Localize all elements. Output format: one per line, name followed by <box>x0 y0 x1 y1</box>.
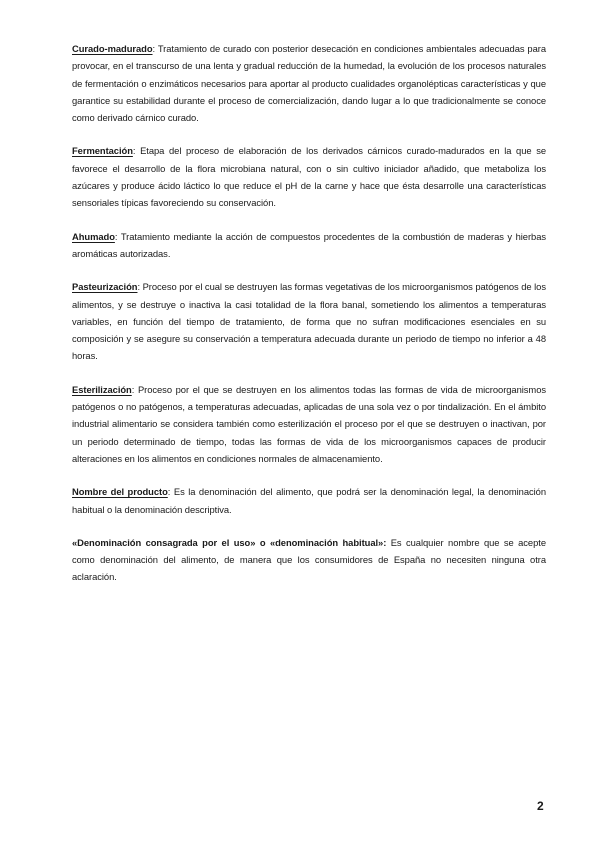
term-curado-madurado: Curado-madurado <box>72 43 153 54</box>
definition-text: Es la denominación del alimento, que podrá ser la denominación legal, la denominación habitual o la denominación descriptiva. <box>72 486 546 515</box>
term-fermentacion: Fermentación <box>72 145 133 157</box>
term-pasteurizacion: Pasteurización <box>72 281 138 293</box>
term-separator: : <box>131 383 135 395</box>
term-esterilizacion: Esterilización <box>72 383 132 395</box>
term-separator: : <box>167 486 171 498</box>
definition-denominacion-habitual <box>72 534 546 586</box>
definition-pasteurizacion <box>72 278 546 364</box>
definition-text: Etapa del proceso de elaboración de los derivados cárnicos curado-madurados en la que se favorece el desarrollo de la flora microbiana natural, con o sin cultivo iniciador añadido, que metaboliza los azúcares y produce ácido láctico lo que reduce el pH de la carne y hace que ésta desarrolle una características sensoriales típicas favoreciendo su conservación. <box>72 145 546 209</box>
term-separator: : <box>383 536 387 548</box>
definitions-list <box>72 40 546 602</box>
term-ahumado: Ahumado <box>72 230 115 242</box>
definition-text: Es cualquier nombre que se acepte como denominación del alimento, de manera que los consumidores de España no necesiten ninguna otra aclaración. <box>72 536 546 583</box>
term-separator: : <box>114 230 118 242</box>
term-separator: : <box>152 43 156 54</box>
term-separator: : <box>137 281 141 293</box>
definition-esterilizacion <box>72 381 546 467</box>
term-nombre-del-producto: Nombre del producto <box>72 486 168 498</box>
definition-text: Proceso por el cual se destruyen las formas vegetativas de los microorganismos patógenos de los alimentos, y se destruye o inactiva la casi totalidad de la flora banal, sometiendo los alimentos a temperaturas variables, en función del tiempo de tratamiento, de forma que no sufran modificaciones esenciales en su composición y se asegure su conservación a temperatura adecuada durante un periodo de tiempo no inferior a 48 horas. <box>72 281 546 362</box>
definition-text: Tratamiento de curado con posterior desecación en condiciones ambientales adecuadas para provocar, en el transcurso de una lenta y gradual reducción de la humedad, la evolución de los procesos naturales de fermentación o enzimáticos necesarios para aportar al producto cualidades organolépticas características y que garantice su estabilidad durante el proceso de comercialización, dando lugar a lo que tradicionalmente se conoce como derivado cárnico curado. <box>72 43 546 124</box>
definition-text: Tratamiento mediante la acción de compuestos procedentes de la combustión de maderas y hierbas aromáticas autorizadas. <box>72 230 546 259</box>
definition-ahumado <box>72 228 546 263</box>
term-denominacion-habitual: «Denominación consagrada por el uso» o «denominación habitual» <box>72 536 384 548</box>
definition-fermentacion <box>72 142 546 211</box>
definition-curado-madurado <box>72 40 546 126</box>
definition-nombre-del-producto <box>72 483 546 518</box>
term-separator: : <box>132 145 136 157</box>
definition-text: Proceso por el que se destruyen en los alimentos todas las formas de vida de microorganismos patógenos o no patógenos, a temperaturas adecuadas, aplicadas de una sola vez o por tindalización. En el ámbito industrial alimentario se considera también como esterilización el proceso por el que se destruyen o inactivan, por un periodo determinado de tiempo, todas las formas de vida de los microorganismos capaces de producir alteraciones en los alimentos en condiciones normales de almacenamiento. <box>72 383 546 464</box>
page-number: 2 <box>537 799 544 813</box>
